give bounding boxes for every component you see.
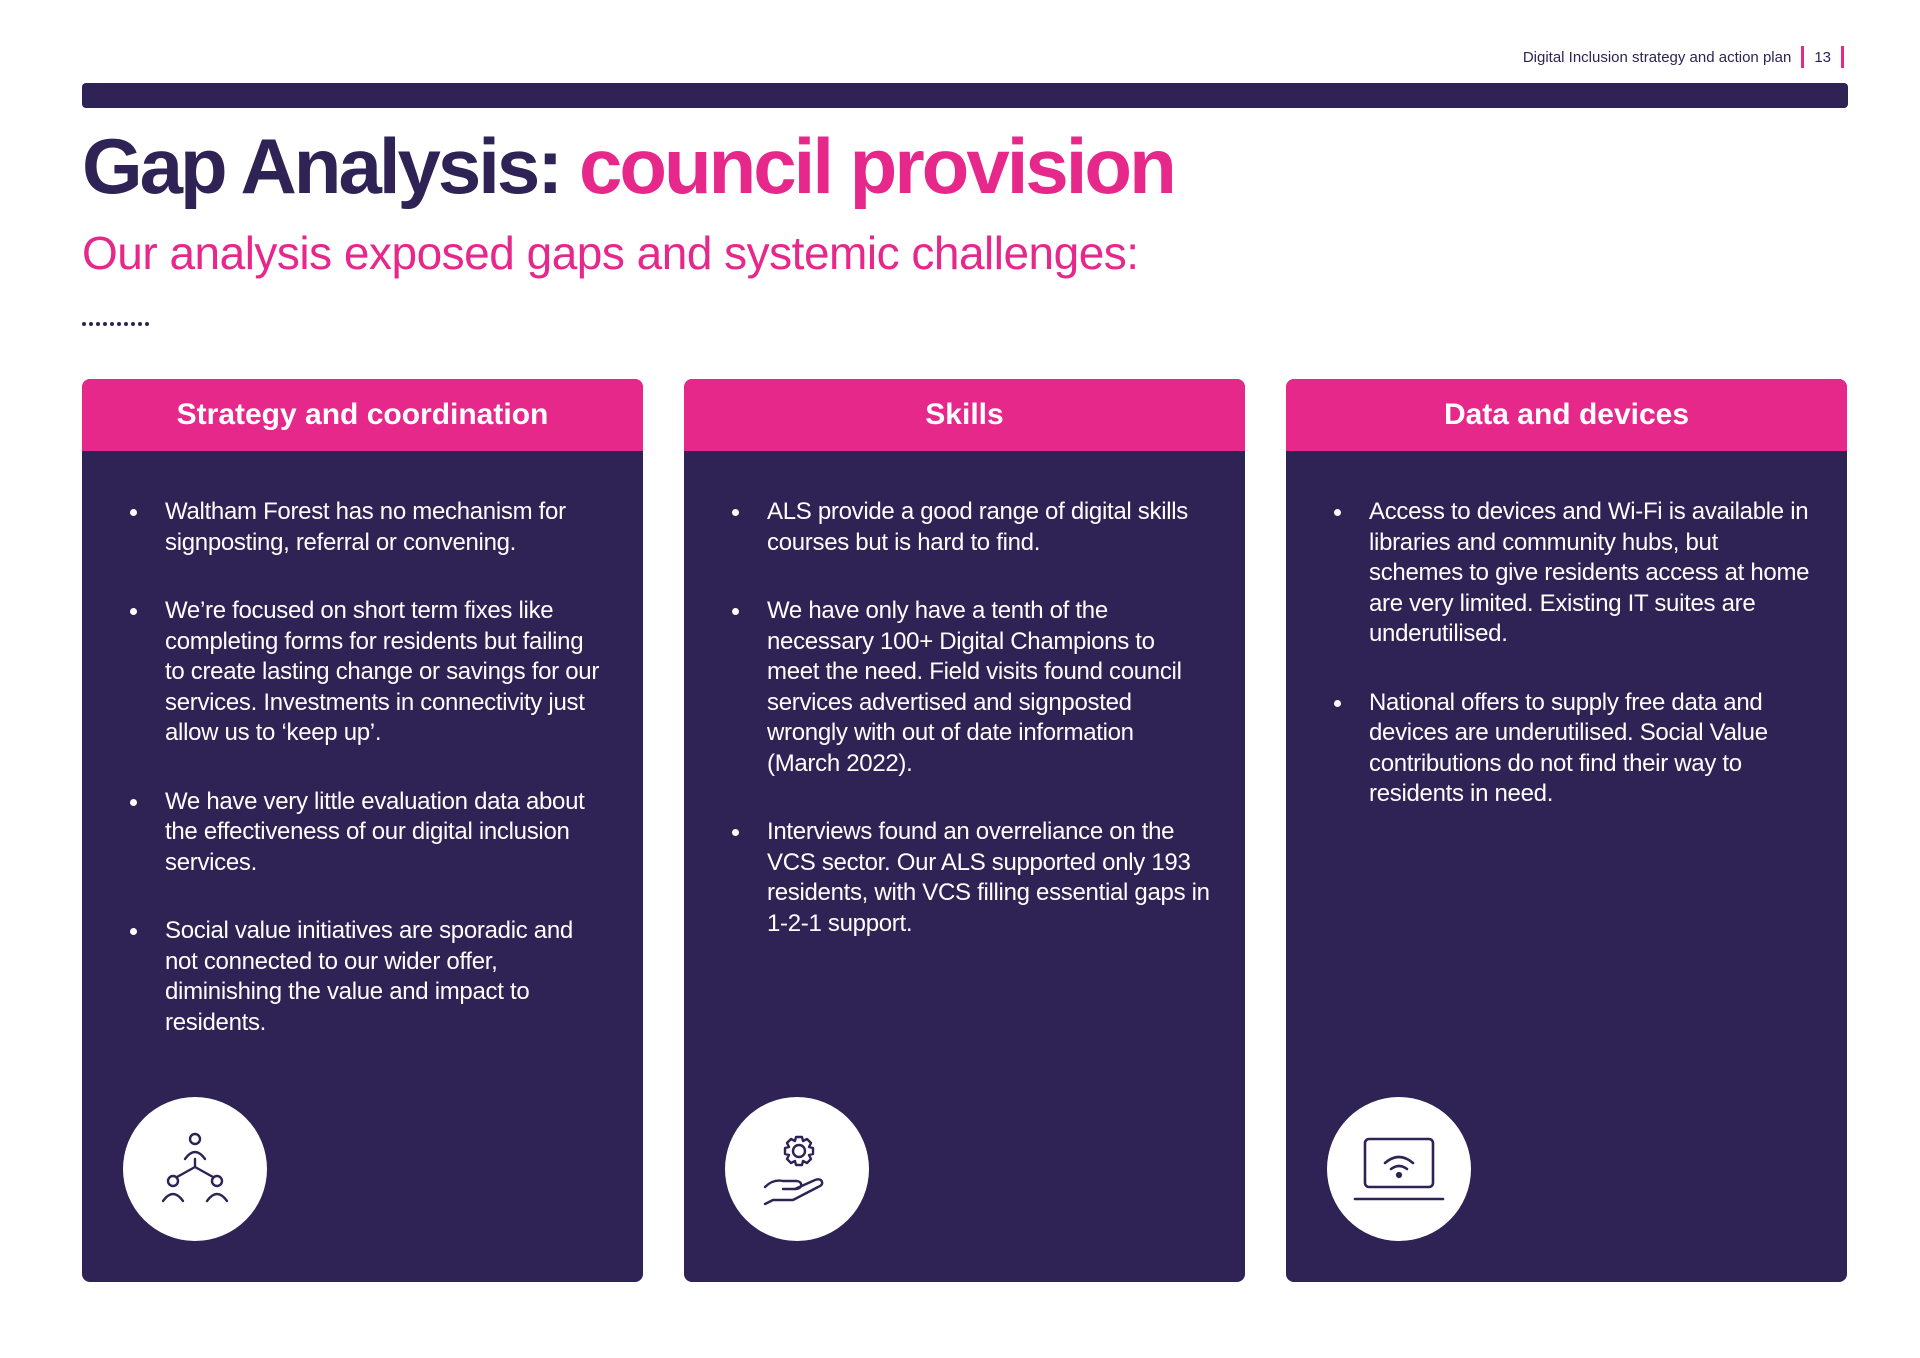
card-heading: Data and devices bbox=[1286, 379, 1847, 451]
top-banner-bar bbox=[82, 83, 1848, 108]
dotted-divider bbox=[82, 322, 149, 326]
page-subtitle: Our analysis exposed gaps and systemic challenges: bbox=[82, 227, 1139, 279]
title-main: Gap Analysis: bbox=[82, 122, 561, 210]
card-skills bbox=[684, 379, 1245, 1282]
laptop-wifi-icon bbox=[1327, 1097, 1471, 1241]
bullet-item: Waltham Forest has no mechanism for signposting, referral or convening. bbox=[126, 497, 609, 558]
page-title bbox=[82, 122, 1174, 212]
header-separator bbox=[1801, 46, 1804, 68]
bullet-item: ALS provide a good range of digital skills courses but is hard to find. bbox=[728, 497, 1211, 558]
document-title: Digital Inclusion strategy and action plan bbox=[1522, 48, 1792, 66]
bullet-list bbox=[1330, 497, 1813, 848]
page-number: 13 bbox=[1814, 48, 1831, 66]
card-heading: Skills bbox=[684, 379, 1245, 451]
title-accent: council provision bbox=[578, 122, 1174, 210]
bullet-list bbox=[728, 497, 1211, 977]
people-network-icon bbox=[123, 1097, 267, 1241]
bullet-item: We’re focused on short term fixes like completing forms for residents but failing to create lasting change or savings for our services. Investments in connectivity just allow us to ‘keep up’. bbox=[126, 596, 609, 749]
bullet-item: Social value initiatives are sporadic and not connected to our wider offer, diminishing the value and impact to residents. bbox=[126, 916, 609, 1038]
hand-gear-icon bbox=[725, 1097, 869, 1241]
card-data-devices bbox=[1286, 379, 1847, 1282]
running-header bbox=[1523, 46, 1844, 68]
bullet-item: Interviews found an overreliance on the VCS sector. Our ALS supported only 193 residents, with VCS filling essential gaps in 1-2-1 support. bbox=[728, 817, 1211, 939]
bullet-item: We have very little evaluation data about the effectiveness of our digital inclusion services. bbox=[126, 787, 609, 879]
bullet-item: We have only have a tenth of the necessary 100+ Digital Champions to meet the need. Field visits found council services advertised and signposted wrongly with out of date information (March 2022). bbox=[728, 596, 1211, 779]
bullet-list bbox=[126, 497, 609, 1076]
card-heading: Strategy and coordination bbox=[82, 379, 643, 451]
bullet-item: Access to devices and Wi-Fi is available in libraries and community hubs, but schemes to give residents access at home are very limited. Existing IT suites are underutilised. bbox=[1330, 497, 1813, 650]
bullet-item: National offers to supply free data and devices are underutilised. Social Value contributions do not find their way to residents in need. bbox=[1330, 688, 1813, 810]
header-separator-end bbox=[1841, 46, 1844, 68]
card-strategy-coordination bbox=[82, 379, 643, 1282]
